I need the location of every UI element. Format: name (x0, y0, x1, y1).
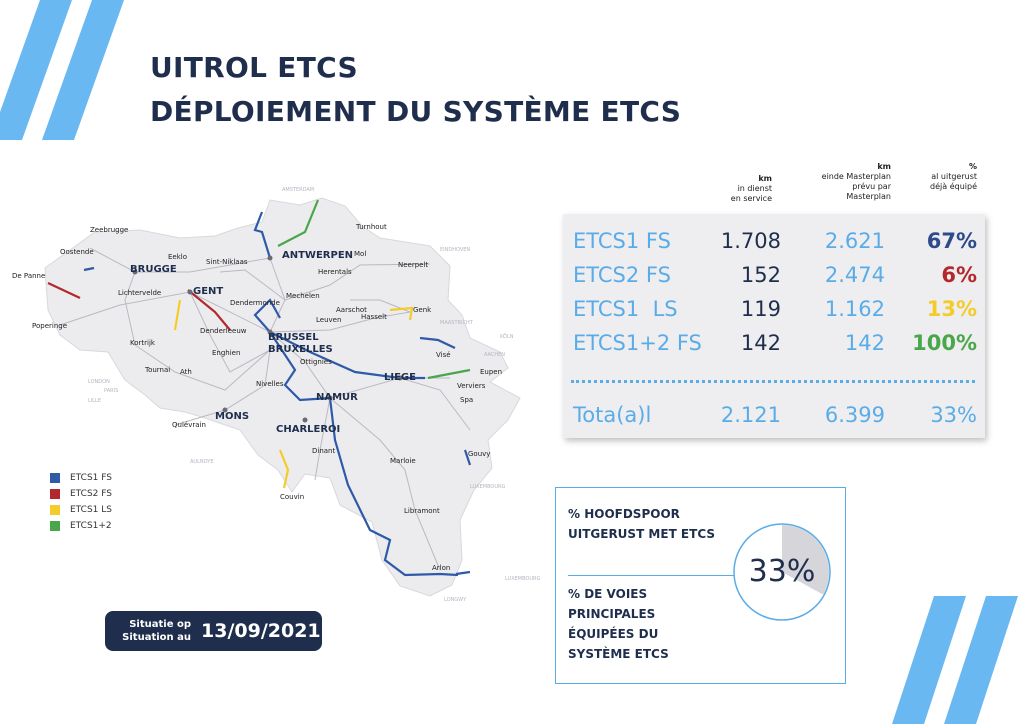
city-label: Libramont (404, 507, 440, 515)
table-row-etcs1-ls (563, 292, 985, 326)
title-line-2: DÉPLOIEMENT DU SYSTÈME ETCS (150, 95, 682, 128)
border-label: AULNOYE (190, 459, 214, 465)
km-service-value: 2.121 (720, 403, 781, 427)
km-masterplan-value: 2.474 (824, 263, 885, 287)
top-left-stripes (0, 0, 140, 150)
border-label: PARIS (104, 388, 119, 394)
border-label: LONGWY (444, 597, 467, 603)
table-row-etcs1-fs (563, 224, 985, 258)
city-label: NAMUR (316, 392, 358, 403)
city-label: Turnhout (356, 223, 387, 231)
city-label: Ottignies (300, 358, 332, 366)
city-label: Denderleeuw (200, 327, 247, 335)
kpi-value: 33% (748, 554, 816, 589)
city-label: Dendermonde (230, 299, 280, 307)
city-label: LIEGE (384, 372, 416, 383)
legend-item-etcs12 (50, 518, 112, 534)
border-label: LUXEMBOURG (505, 576, 541, 582)
belgium-rail-map (0, 150, 560, 620)
city-label: GENT (193, 286, 224, 297)
city-label: Oostende (60, 248, 94, 256)
kpi-text-fr: % DE VOIES PRINCIPALES ÉQUIPÉES DU SYSTÈME ETCS (568, 587, 669, 661)
column-header-km-masterplan (822, 162, 891, 202)
header-fr-2: Masterplan (846, 192, 891, 201)
legend-item-etcs2-fs (50, 486, 112, 502)
city-label: Neerpelt (398, 261, 429, 269)
main-track-kpi (555, 487, 846, 684)
city-label: Eupen (480, 368, 503, 376)
row-label: ETCS2 FS (573, 263, 671, 287)
legend-label: ETCS1+2 (70, 521, 112, 531)
city-label: Verviers (457, 382, 486, 390)
km-masterplan-value: 142 (844, 331, 885, 355)
legend-swatch (50, 521, 60, 531)
border-label: KÖLN (500, 334, 514, 340)
header-nl: einde Masterplan (821, 172, 891, 181)
legend-item-etcs1-ls (50, 502, 112, 518)
row-label: ETCS1 LS (573, 297, 678, 321)
pct-value: 67% (926, 229, 977, 253)
city-label: BRUSSEL (268, 332, 319, 343)
border-label: LUXEMBOURG (470, 484, 506, 490)
header-unit: km (758, 174, 772, 183)
km-masterplan-value: 1.162 (824, 297, 885, 321)
pct-value: 33% (930, 403, 977, 427)
city-label: CHARLEROI (276, 424, 341, 435)
city-label: Poperinge (32, 322, 68, 330)
legend-label: ETCS1 LS (70, 505, 112, 515)
pct-value: 100% (912, 331, 977, 355)
header-fr: déjà équipé (930, 182, 977, 191)
border-label: AACHEN (484, 352, 506, 358)
city-label: Spa (460, 396, 474, 404)
city-label: Zeebrugge (90, 226, 129, 234)
city-label: Couvin (280, 493, 305, 501)
city-label: Mol (354, 250, 367, 258)
header-fr: en service (730, 194, 772, 203)
border-label: MAASTRICHT (440, 320, 473, 326)
page-title (150, 46, 681, 134)
km-service-value: 142 (740, 331, 781, 355)
city-label: Sint-Niklaas (206, 258, 248, 266)
city-label: Genk (413, 306, 432, 314)
header-fr: prévu par (852, 182, 891, 191)
pct-value: 13% (926, 297, 977, 321)
situation-date: 13/09/2021 (201, 620, 321, 642)
map-legend (50, 470, 112, 534)
km-service-value: 119 (740, 297, 781, 321)
city-label: Enghien (212, 349, 241, 357)
row-label: Tota(a)l (573, 403, 652, 427)
km-service-value: 152 (740, 263, 781, 287)
date-caption-fr: Situation au (122, 632, 191, 643)
title-line-1: UITROL ETCS (150, 51, 358, 84)
city-label: Nivelles (256, 380, 284, 388)
date-caption-nl: Situatie op (129, 619, 191, 630)
date-caption (105, 618, 191, 644)
border-label: AMSTERDAM (282, 187, 315, 193)
legend-label: ETCS2 FS (70, 489, 112, 499)
total-separator (571, 380, 975, 383)
city-label: Mechelen (286, 292, 320, 300)
city-label: BRUGGE (130, 264, 177, 275)
city-label: Marloie (390, 457, 416, 465)
city-label: Visé (436, 351, 451, 359)
situation-date-badge (105, 611, 322, 651)
city-label: MONS (215, 411, 250, 422)
table-row-etcs12-fs (563, 326, 985, 360)
city-label: Ath (180, 368, 192, 376)
kpi-text-nl: % HOOFDSPOOR UITGERUST MET ETCS (568, 507, 715, 541)
row-label: ETCS1+2 FS (573, 331, 702, 355)
city-label: Gouvy (468, 450, 491, 458)
city-label: Tournai (145, 366, 171, 374)
km-masterplan-value: 6.399 (824, 403, 885, 427)
header-nl: in dienst (737, 184, 772, 193)
row-label: ETCS1 FS (573, 229, 671, 253)
bottom-right-stripes (890, 596, 1024, 724)
km-service-value: 1.708 (720, 229, 781, 253)
kpi-separator (568, 575, 736, 576)
table-row-total (563, 398, 985, 432)
pct-value: 6% (941, 263, 977, 287)
city-label: Kortrijk (130, 339, 155, 347)
column-header-km-service (731, 174, 772, 204)
city-label: Aarschot (336, 306, 367, 314)
legend-swatch (50, 489, 60, 499)
city-label: Quiévrain (172, 421, 206, 429)
city-label: BRUXELLES (268, 344, 333, 355)
city-label: De Panne (12, 272, 46, 280)
city-label: Dinant (312, 447, 336, 455)
header-unit: km (877, 162, 891, 171)
border-label: EINDHOVEN (440, 247, 471, 253)
legend-swatch (50, 505, 60, 515)
km-masterplan-value: 2.621 (824, 229, 885, 253)
border-label: LILLE (88, 398, 101, 404)
city-label: Eeklo (168, 253, 188, 261)
city-label: Herentals (318, 268, 352, 276)
city-label: Hasselt (361, 313, 387, 321)
city-label: Leuven (316, 316, 342, 324)
header-nl: al uitgerust (931, 172, 977, 181)
legend-swatch (50, 473, 60, 483)
city-label: Arlon (432, 564, 451, 572)
legend-label: ETCS1 FS (70, 473, 112, 483)
column-header-pct (930, 162, 977, 192)
border-label: LONDON (88, 379, 110, 385)
city-label: ANTWERPEN (282, 250, 354, 261)
city-label: Lichtervelde (118, 289, 162, 297)
header-unit: % (968, 162, 977, 171)
legend-item-etcs1-fs (50, 470, 112, 486)
table-row-etcs2-fs (563, 258, 985, 292)
etcs-stats-table (563, 214, 985, 438)
